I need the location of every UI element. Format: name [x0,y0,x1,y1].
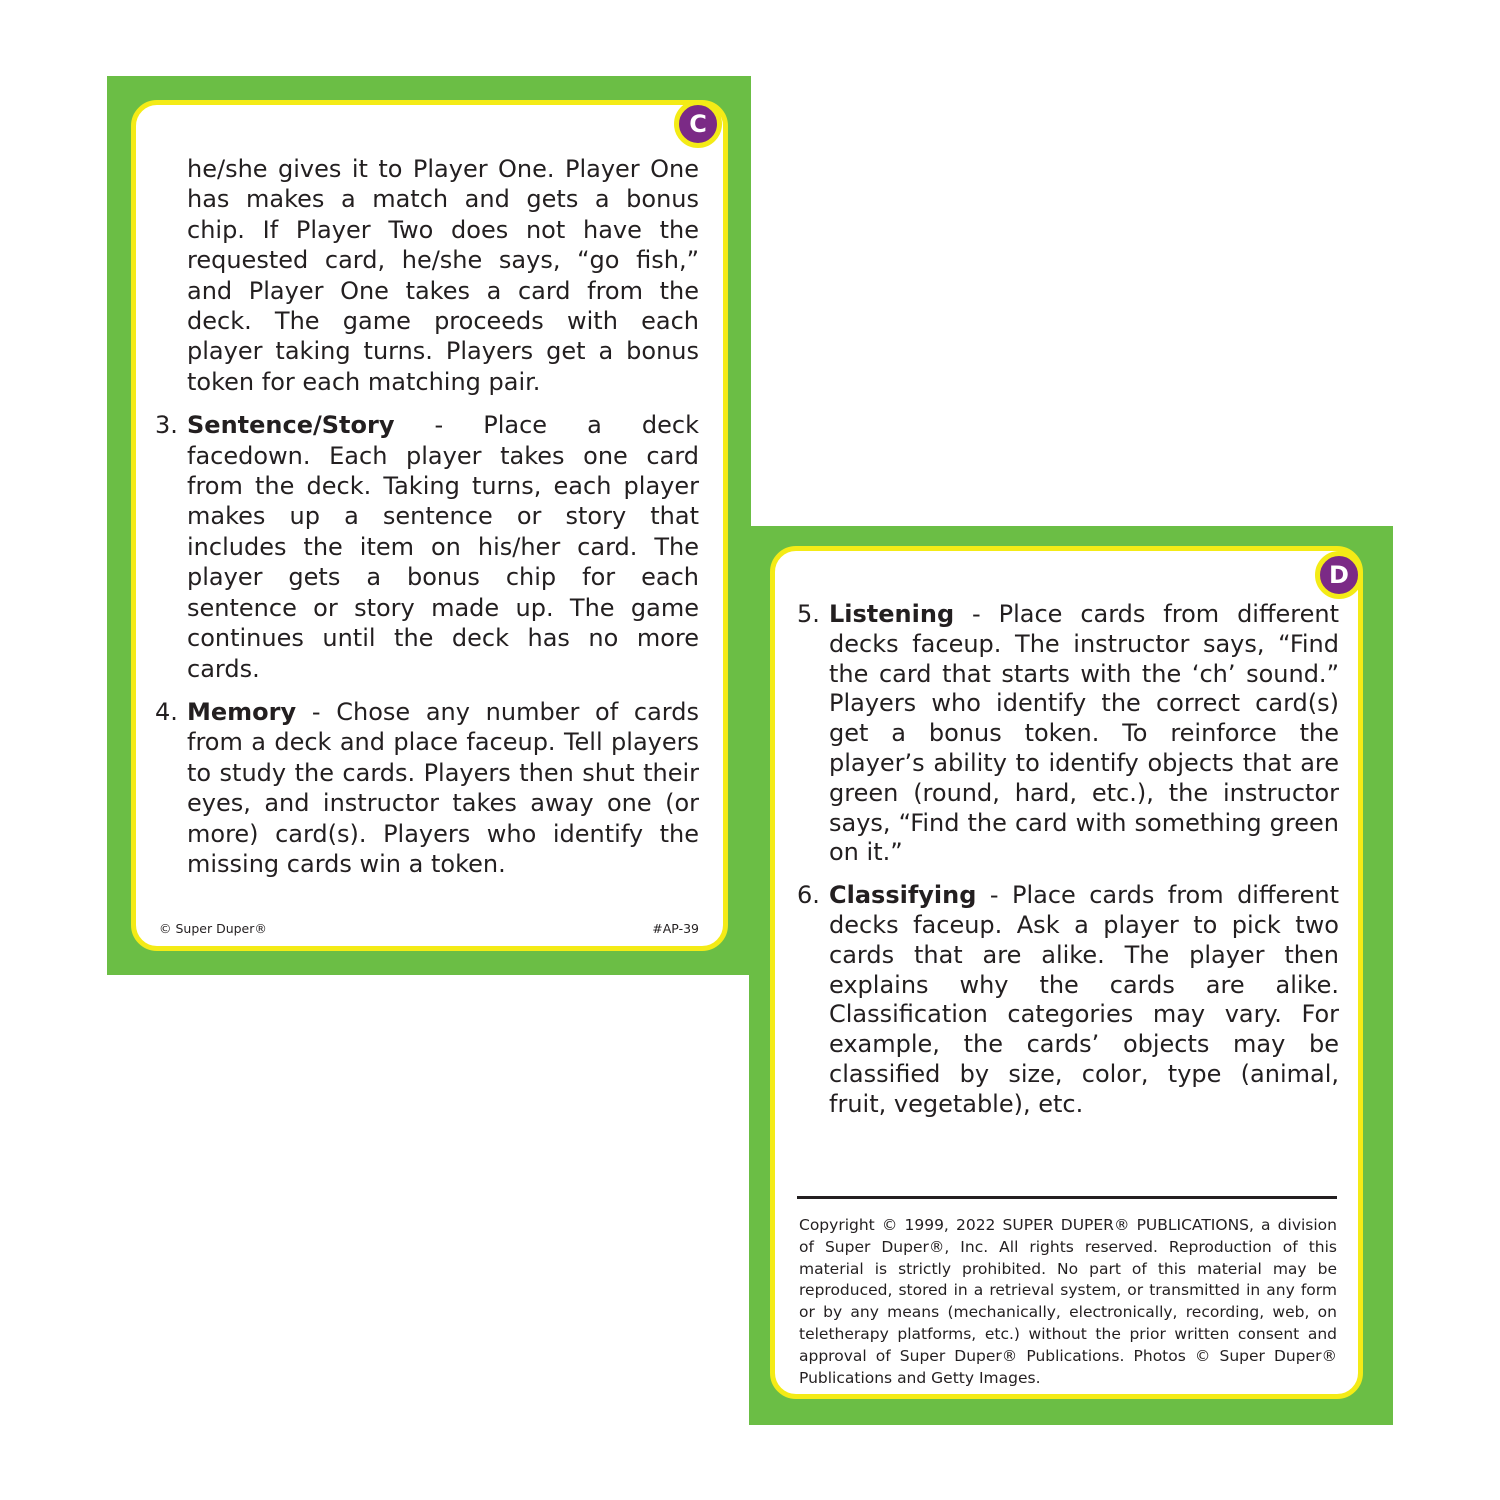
card-c-intro: he/she gives it to Player One. Player One has makes a match and gets a bonus chip. If Player Two does not have the requested card, he/she says, “go fish,” and Player One takes a card from the deck. The game proceeds with each player taking turns. Players get a bonus token for each matching pair. [187,155,699,396]
card-d-badge: D [1315,551,1363,599]
item-text: - Place cards from different decks faceup. Ask a player to pick two cards that are alike. The player then explains why the cards are alike. Classification categories may vary. For example, the cards’ objects may be classified by size, color, type (animal, fruit, vegetable), etc. [829,881,1339,1118]
footer-brand: © Super Duper® [159,921,267,936]
item-number: 6. [797,881,820,910]
card-c-body [155,154,699,879]
card-d-body [797,600,1339,1120]
item-number: 5. [797,600,820,628]
card-c [107,76,751,975]
item-text: - Place cards from different decks faceup. The instructor says, “Find the card that starts with the ‘ch’ sound.” Players who identify the correct card(s) get a bonus token. To reinforce the player’s ability to identify objects that are green (round, hard, etc.), the instructor says, “Find the card with something green on it.” [829,600,1339,867]
item-title: Classifying [829,881,977,910]
card-c-badge: C [674,100,722,148]
item-number: 3. [155,411,178,440]
copyright-divider [797,1196,1337,1199]
item-title: Memory [187,697,297,726]
footer-product-code: #AP-39 [652,921,699,936]
item-title: Listening [829,600,955,628]
list-item-sentence-story [155,410,699,684]
item-text: - Chose any number of cards from a deck and place faceup. Tell players to study the cards. Players then shut their eyes, and instructor takes away one (or more) card(s). Players who identify the missing cards win a token. [187,697,699,878]
copyright-notice: Copyright © 1999, 2022 SUPER DUPER® PUBLICATIONS, a division of Super Duper®, Inc. All rights reserved. Reproduction of this material is strictly prohibited. No part of this material may be reproduced, stored in a retrieval system, or transmitted in any form or by any means (mechanically, electronically, recording, web, on teletherapy platforms, etc.) without the prior written consent and approval of Super Duper® Publications. Photos © Super Duper® Publications and Getty Images. [799,1216,1337,1387]
item-text: - Place a deck facedown. Each player takes one card from the deck. Taking turns, each player makes up a sentence or story that includes the item on his/her card. The player gets a bonus chip for each sentence or story made up. The game continues until the deck has no more cards. [187,411,699,683]
item-title: Sentence/Story [187,411,395,440]
item-number: 4. [155,697,178,726]
list-item-listening [797,600,1339,868]
list-item-memory [155,697,699,879]
list-item-classifying [797,881,1339,1119]
card-d [749,526,1393,1425]
